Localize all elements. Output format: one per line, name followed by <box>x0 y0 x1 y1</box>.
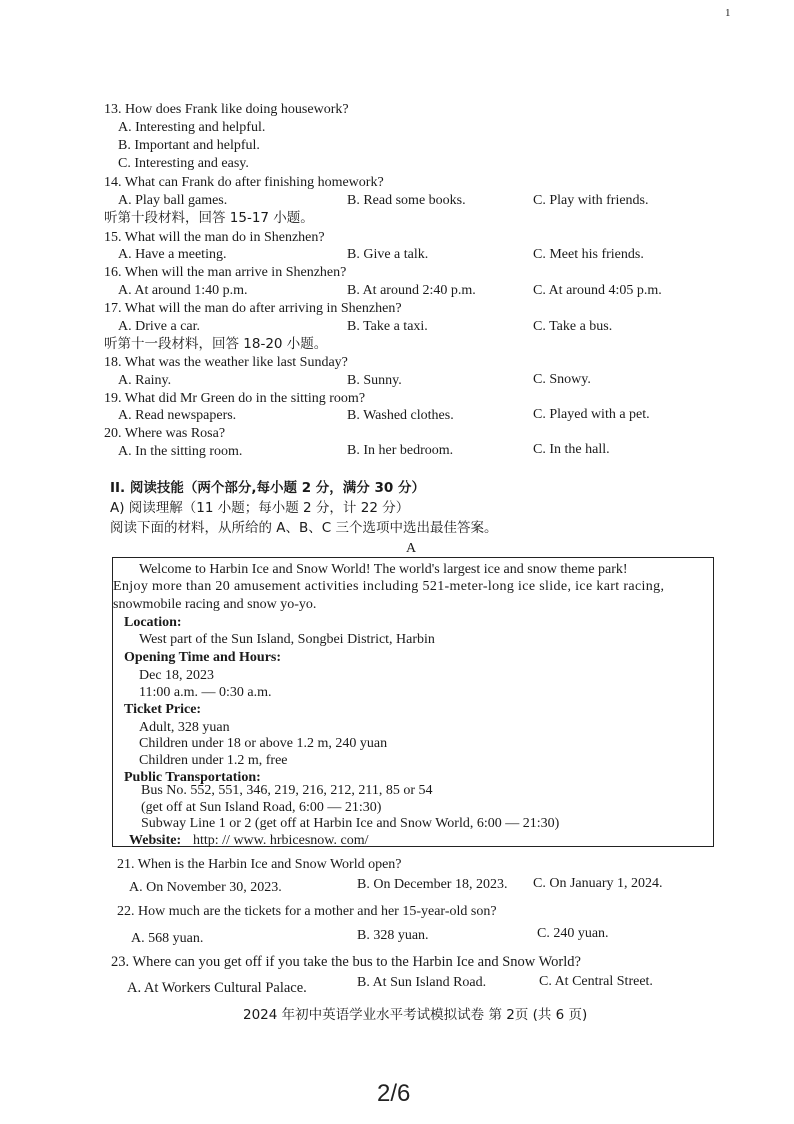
page-indicator: 2/6 <box>377 1080 411 1107</box>
question-21-option-b: B. On December 18, 2023. <box>357 877 508 892</box>
question-18-option-a: A. Rainy. <box>118 373 172 388</box>
question-20-stem: 20. Where was Rosa? <box>104 426 226 441</box>
question-18-option-b: B. Sunny. <box>347 373 402 388</box>
ad-transport-label: Public Transportation: <box>124 770 261 785</box>
question-13-option-a: A. Interesting and helpful. <box>118 120 266 135</box>
question-16-option-a: A. At around 1:40 p.m. <box>118 283 248 298</box>
question-16-option-b: B. At around 2:40 p.m. <box>347 283 476 298</box>
question-13-stem: 13. How does Frank like doing housework? <box>104 102 349 117</box>
ad-opening-time: 11:00 a.m. — 0:30 a.m. <box>139 685 272 700</box>
question-19-stem: 19. What did Mr Green do in the sitting room? <box>104 391 366 406</box>
question-20-option-b: B. In her bedroom. <box>347 443 454 458</box>
part-ii-title: II. 阅读技能（两个部分,每小题 2 分，满分 30 分） <box>110 480 425 496</box>
question-15-option-c: C. Meet his friends. <box>533 247 644 262</box>
question-16-stem: 16. When will the man arrive in Shenzhen? <box>104 265 347 280</box>
question-16-option-c: C. At around 4:05 p.m. <box>533 283 662 298</box>
question-21-option-c: C. On January 1, 2024. <box>533 876 663 891</box>
ad-website-label: Website: <box>129 833 182 848</box>
ad-price-children: Children under 18 or above 1.2 m, 240 yuan <box>139 736 388 751</box>
question-20-option-a: A. In the sitting room. <box>118 444 243 459</box>
question-23-option-b: B. At Sun Island Road. <box>357 975 487 990</box>
question-15-stem: 15. What will the man do in Shenzhen? <box>104 230 325 245</box>
section-11-instruction: 听第十一段材料，回答 18-20 小题。 <box>104 336 328 352</box>
question-23-option-c: C. At Central Street. <box>539 974 653 989</box>
question-17-option-c: C. Take a bus. <box>533 319 613 334</box>
subsection-a-title: A) 阅读理解（11 小题；每小题 2 分，计 22 分） <box>110 500 410 516</box>
reading-instruction: 阅读下面的材料，从所给的 A、B、C 三个选项中选出最佳答案。 <box>110 520 498 536</box>
corner-mark: 1 <box>725 7 731 19</box>
question-17-option-b: B. Take a taxi. <box>347 319 428 334</box>
question-22-option-b: B. 328 yuan. <box>357 928 429 943</box>
ad-activities-line: Enjoy more than 20 amusement activities including 521-meter-long ice slide, ice kart racing, <box>113 579 665 594</box>
ad-location: West part of the Sun Island, Songbei District, Harbin <box>139 632 435 647</box>
ad-website[interactable]: http: // www. hrbicesnow. com/ <box>193 833 369 848</box>
question-15-option-b: B. Give a talk. <box>347 247 429 262</box>
question-14-stem: 14. What can Frank do after finishing homework? <box>104 175 384 190</box>
question-17-stem: 17. What will the man do after arriving in Shenzhen? <box>104 301 402 316</box>
question-20-option-c: C. In the hall. <box>533 442 610 457</box>
question-22-stem: 22. How much are the tickets for a mother and her 15-year-old son? <box>117 904 497 919</box>
question-19-option-c: C. Played with a pet. <box>533 407 650 422</box>
ad-bus-routes: Bus No. 552, 551, 346, 219, 216, 212, 211, 85 or 54 <box>141 783 433 798</box>
section-10-instruction: 听第十段材料，回答 15-17 小题。 <box>104 210 314 226</box>
ad-activities-line-2: snowmobile racing and snow yo-yo. <box>113 597 317 612</box>
question-23-option-a: A. At Workers Cultural Palace. <box>127 980 307 996</box>
ad-subway: Subway Line 1 or 2 (get off at Harbin Ice and Snow World, 6:00 — 21:30) <box>141 816 560 831</box>
question-13-option-b: B. Important and helpful. <box>118 138 260 153</box>
question-21-stem: 21. When is the Harbin Ice and Snow World open? <box>117 857 402 872</box>
ad-welcome-line: Welcome to Harbin Ice and Snow World! The world's largest ice and snow theme park! <box>139 562 628 577</box>
question-14-option-c: C. Play with friends. <box>533 193 649 208</box>
question-18-stem: 18. What was the weather like last Sunday? <box>104 355 348 370</box>
question-17-option-a: A. Drive a car. <box>118 319 201 334</box>
ad-location-label: Location: <box>124 615 182 630</box>
ad-price-label: Ticket Price: <box>124 702 202 717</box>
question-14-option-b: B. Read some books. <box>347 193 466 208</box>
question-21-option-a: A. On November 30, 2023. <box>129 880 282 895</box>
question-18-option-c: C. Snowy. <box>533 372 591 387</box>
question-22-option-a: A. 568 yuan. <box>131 931 204 946</box>
passage-label: A <box>406 541 417 556</box>
question-23-stem: 23. Where can you get off if you take the bus to the Harbin Ice and Snow World? <box>111 954 581 970</box>
question-22-option-c: C. 240 yuan. <box>537 926 609 941</box>
question-19-option-b: B. Washed clothes. <box>347 408 454 423</box>
ad-price-small-children: Children under 1.2 m, free <box>139 753 288 768</box>
ad-hours-label: Opening Time and Hours: <box>124 650 282 665</box>
ad-price-adult: Adult, 328 yuan <box>139 720 230 735</box>
question-15-option-a: A. Have a meeting. <box>118 247 227 262</box>
question-19-option-a: A. Read newspapers. <box>118 408 237 423</box>
ad-bus-note: (get off at Sun Island Road, 6:00 — 21:30) <box>141 800 382 815</box>
ad-opening-date: Dec 18, 2023 <box>139 668 215 683</box>
page-footer: 2024 年初中英语学业水平考试模拟试卷 第 2页 (共 6 页) <box>243 1007 588 1023</box>
question-13-option-c: C. Interesting and easy. <box>118 156 249 171</box>
question-14-option-a: A. Play ball games. <box>118 193 228 208</box>
